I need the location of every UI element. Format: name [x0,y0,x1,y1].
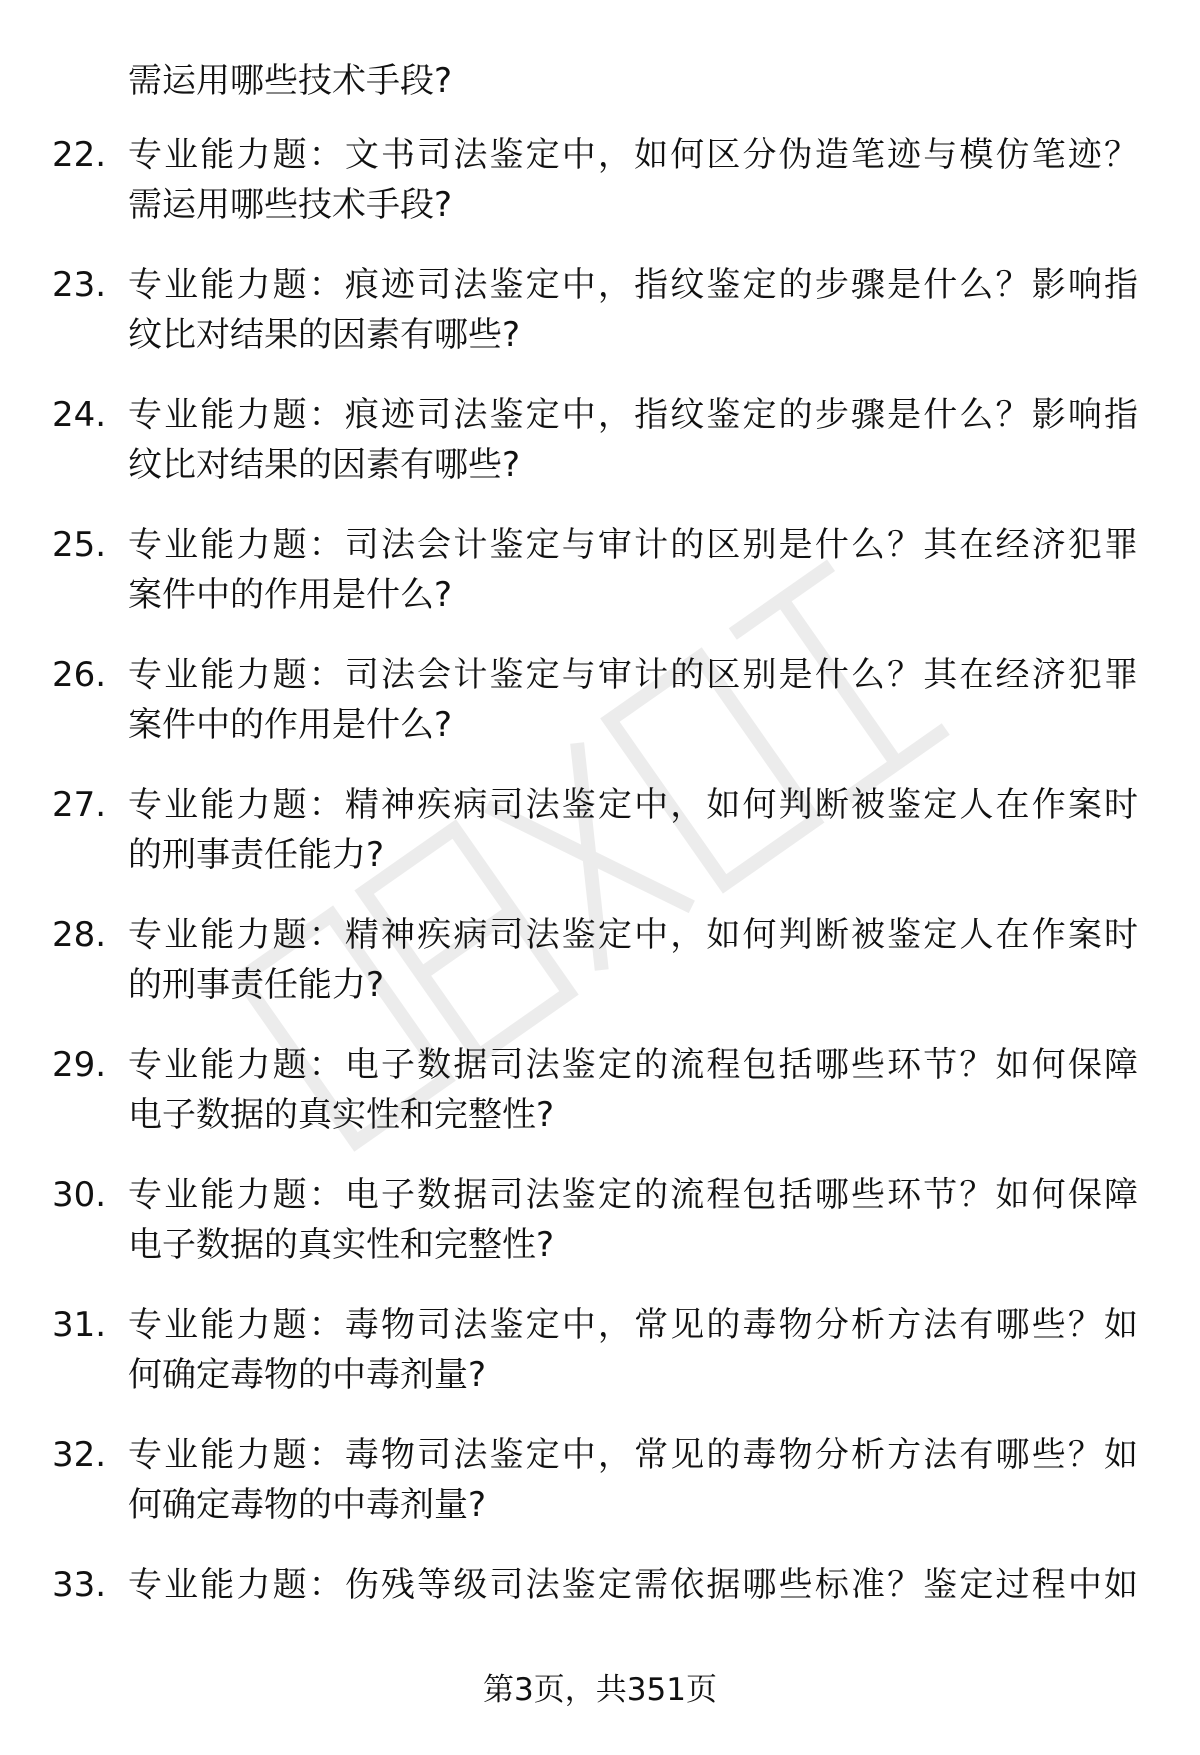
question-line: 专业能力题：伤残等级司法鉴定需依据哪些标准？鉴定过程中如 [128,1565,1138,1605]
question-line: 案件中的作用是什么? [128,705,453,745]
question-line: 的刑事责任能力? [128,965,385,1005]
question-item [0,650,1200,780]
question-line: 纹比对结果的因素有哪些? [128,445,521,485]
question-number: 27. [52,785,107,825]
question-text [128,910,1138,1010]
question-line: 专业能力题：精神疾病司法鉴定中，如何判断被鉴定人在作案时 [128,915,1138,955]
question-number: 23. [52,265,107,305]
question-line: 何确定毒物的中毒剂量? [128,1485,487,1525]
question-text [128,130,1138,230]
question-line: 电子数据的真实性和完整性? [128,1095,555,1135]
question-number: 22. [52,135,107,175]
question-text [128,1300,1138,1400]
question-line: 专业能力题：司法会计鉴定与审计的区别是什么？其在经济犯罪 [128,655,1138,695]
continuation-line: 需运用哪些技术手段? [128,61,453,101]
question-line: 专业能力题：精神疾病司法鉴定中，如何判断被鉴定人在作案时 [128,785,1138,825]
question-number: 30. [52,1175,107,1215]
question-item [0,520,1200,650]
question-text [128,780,1138,880]
question-item [0,130,1200,260]
question-line: 案件中的作用是什么? [128,575,453,615]
question-line: 的刑事责任能力? [128,835,385,875]
question-number: 33. [52,1565,107,1605]
question-text [128,1040,1138,1140]
question-item [0,1430,1200,1560]
question-line: 专业能力题：痕迹司法鉴定中，指纹鉴定的步骤是什么？影响指 [128,395,1138,435]
question-number: 24. [52,395,107,435]
question-line: 专业能力题：电子数据司法鉴定的流程包括哪些环节？如何保障 [128,1045,1138,1085]
question-line: 专业能力题：毒物司法鉴定中，常见的毒物分析方法有哪些？如 [128,1305,1138,1345]
question-text [128,520,1138,620]
question-line: 专业能力题：电子数据司法鉴定的流程包括哪些环节？如何保障 [128,1175,1138,1215]
question-line: 专业能力题：痕迹司法鉴定中，指纹鉴定的步骤是什么？影响指 [128,265,1138,305]
question-number: 31. [52,1305,107,1345]
question-item [0,1300,1200,1430]
question-number: 32. [52,1435,107,1475]
question-line: 专业能力题：文书司法鉴定中，如何区分伪造笔迹与模仿笔迹？ [128,135,1138,175]
question-line: 专业能力题：司法会计鉴定与审计的区别是什么？其在经济犯罪 [128,525,1138,565]
question-text [128,650,1138,750]
question-line: 专业能力题：毒物司法鉴定中，常见的毒物分析方法有哪些？如 [128,1435,1138,1475]
question-line: 何确定毒物的中毒剂量? [128,1355,487,1395]
question-text [128,1430,1138,1530]
question-item [0,260,1200,390]
question-line: 电子数据的真实性和完整性? [128,1225,555,1265]
question-item [0,910,1200,1040]
question-line: 纹比对结果的因素有哪些? [128,315,521,355]
question-item [0,1040,1200,1170]
question-number: 25. [52,525,107,565]
question-item [0,780,1200,910]
question-item [0,390,1200,520]
page-footer: 第3页，共351页 [483,1672,717,1708]
question-list [0,130,1200,1690]
question-line: 需运用哪些技术手段? [128,185,453,225]
question-text [128,390,1138,490]
question-text [128,1170,1138,1270]
question-number: 28. [52,915,107,955]
question-text [128,260,1138,360]
question-item [0,1170,1200,1300]
question-text [128,1560,1138,1610]
question-number: 29. [52,1045,107,1085]
question-number: 26. [52,655,107,695]
